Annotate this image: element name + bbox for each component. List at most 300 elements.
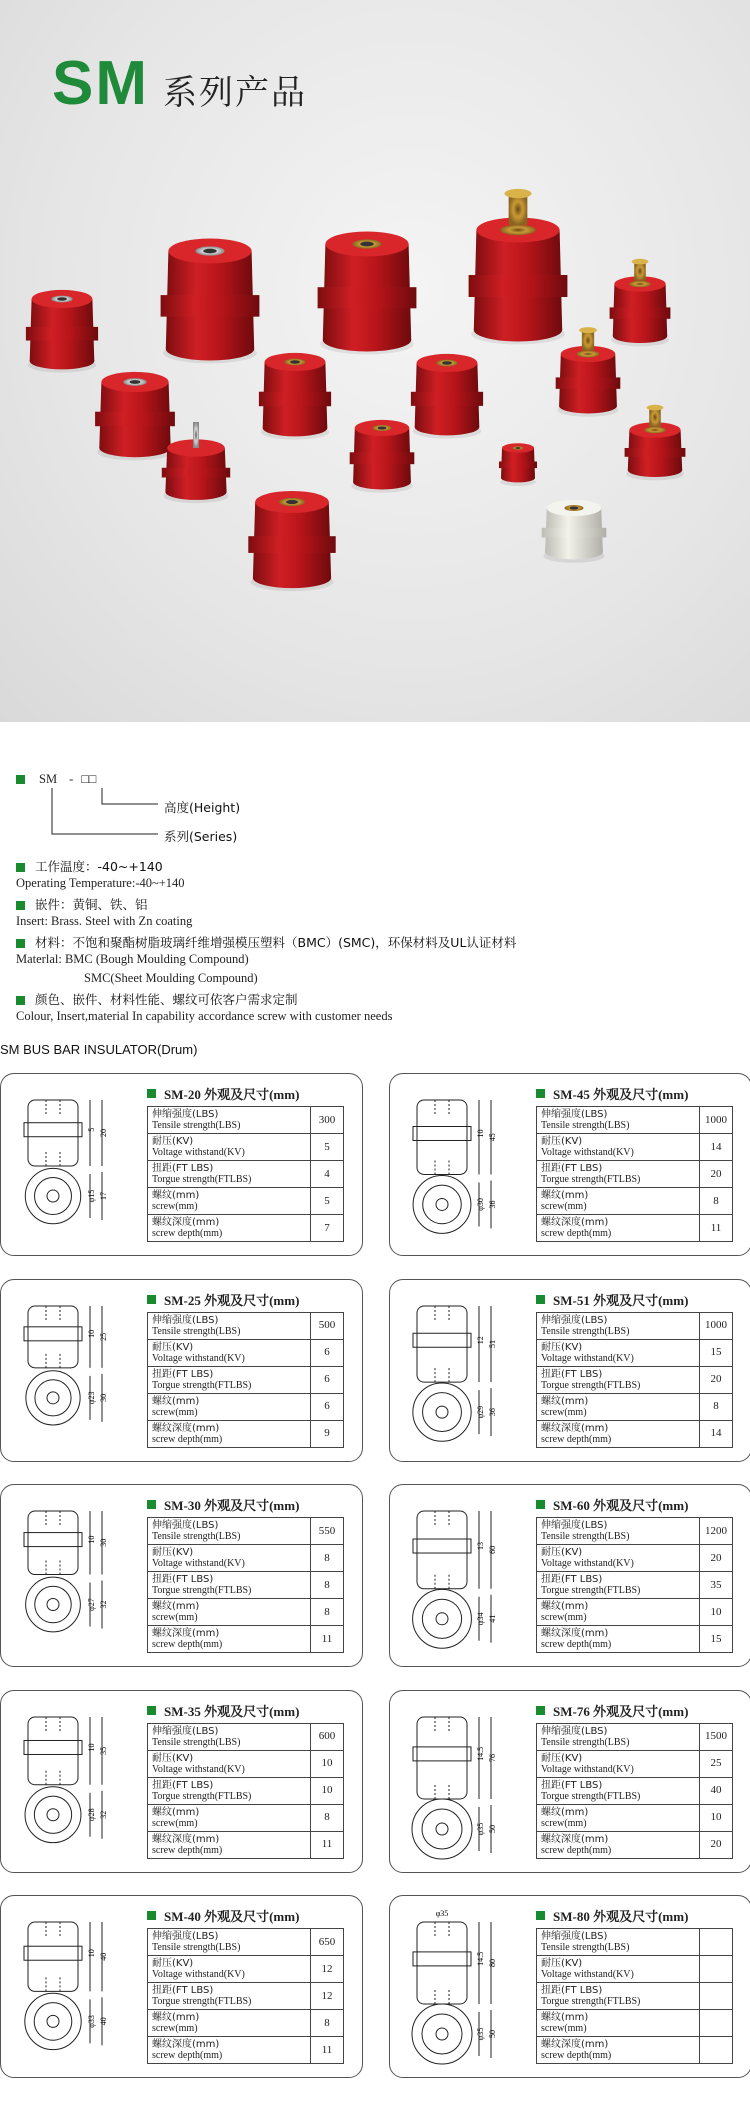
row-label [537, 1956, 700, 1983]
row-label [537, 1134, 700, 1161]
row-label-zh: 扭距(FT LBS) [152, 1574, 214, 1585]
row-label [537, 1929, 700, 1956]
product-title [147, 1701, 299, 1720]
row-label-en: Torgue strength(FTLBS) [152, 1174, 252, 1185]
dimension-drawing [396, 1080, 528, 1248]
product-card [0, 1279, 363, 1462]
row-label-zh: 扭距(FT LBS) [541, 1368, 603, 1380]
dimension-drawing [7, 1491, 139, 1659]
row-label [148, 1366, 311, 1393]
row-label [148, 1956, 311, 1983]
row-label-en: screw(mm) [541, 2023, 587, 2034]
table-row [148, 2037, 344, 2064]
row-value: 11 [311, 1831, 344, 1858]
row-label-en: screw depth(mm) [152, 1844, 223, 1856]
product-photo [0, 0, 750, 722]
row-label-zh: 伸缩强度(LBS) [541, 1520, 608, 1531]
row-value: 6 [311, 1366, 344, 1393]
row-label [148, 1572, 311, 1599]
dimension-label: 80 [488, 1959, 497, 1967]
product-title-text: SM-30 外观及尺寸(mm) [164, 1498, 300, 1513]
section-title: SM BUS BAR INSULATOR(Drum) [0, 1042, 198, 1057]
table-row [148, 1161, 344, 1188]
dimension-label: 50 [488, 2030, 497, 2038]
row-label-zh: 耐压(KV) [541, 1341, 583, 1353]
row-label-en: Torgue strength(FTLBS) [541, 1174, 641, 1185]
dimension-label: 14.5 [476, 1951, 485, 1966]
row-label-zh: 伸缩强度(LBS) [541, 1314, 608, 1326]
row-label [537, 1161, 700, 1188]
row-label-zh: 螺纹深度(mm) [152, 1422, 220, 1434]
row-value [700, 2010, 733, 2037]
row-label [537, 1420, 700, 1447]
row-label-zh: 扭距(FT LBS) [152, 1985, 214, 1996]
table-row [148, 1956, 344, 1983]
top-view-inner [35, 1379, 71, 1415]
row-value: 550 [311, 1518, 344, 1545]
row-label-zh: 伸缩强度(LBS) [541, 1931, 608, 1942]
row-label [148, 1312, 311, 1339]
row-label-en: Torgue strength(FTLBS) [541, 1996, 641, 2007]
row-label-zh: 扭距(FT LBS) [152, 1368, 214, 1380]
table-row [537, 1983, 733, 2010]
bullet-icon [16, 996, 25, 1005]
row-value: 20 [700, 1366, 733, 1393]
row-label-zh: 耐压(KV) [152, 1547, 194, 1558]
row-label [537, 2010, 700, 2037]
dimension-label: 5 [87, 1127, 96, 1132]
row-value: 5 [311, 1134, 344, 1161]
row-label-zh: 耐压(KV) [152, 1958, 194, 1969]
row-value: 1000 [700, 1312, 733, 1339]
row-value: 5 [311, 1188, 344, 1215]
row-label [537, 1626, 700, 1653]
side-view-body [28, 1100, 78, 1166]
dimension-label: 35 [99, 1746, 108, 1755]
side-view-flange [24, 1123, 82, 1137]
row-label-en: screw depth(mm) [152, 1639, 223, 1650]
row-label-zh: 螺纹(mm) [152, 1806, 200, 1818]
product-card [389, 1484, 750, 1667]
side-view-body [417, 1717, 467, 1799]
row-value [700, 1983, 733, 2010]
row-label-en: screw(mm) [541, 1201, 587, 1212]
row-value: 12 [311, 1956, 344, 1983]
row-label-zh: 螺纹深度(mm) [152, 2039, 220, 2050]
row-value: 10 [311, 1777, 344, 1804]
table-row [537, 1312, 733, 1339]
row-label-en: Tensile strength(LBS) [541, 1120, 630, 1131]
row-label-en: screw(mm) [152, 2023, 198, 2034]
table-row [148, 1518, 344, 1545]
row-label-zh: 伸缩强度(LBS) [152, 1109, 219, 1120]
dimension-label: 36 [488, 1407, 497, 1416]
top-view-outer [25, 1993, 81, 2049]
row-value [700, 1956, 733, 1983]
row-label-en: Torgue strength(FTLBS) [541, 1585, 641, 1596]
row-label-en: screw(mm) [541, 1406, 587, 1418]
top-view-outer [413, 1382, 471, 1440]
row-label-zh: 螺纹(mm) [541, 1806, 589, 1818]
top-view-inner [423, 1185, 462, 1224]
row-label-en: screw(mm) [152, 1201, 198, 1212]
row-value: 20 [700, 1545, 733, 1572]
row-label-en: screw depth(mm) [541, 1228, 612, 1239]
product-title-text: SM-60 外观及尺寸(mm) [553, 1498, 689, 1513]
table-row [148, 1626, 344, 1653]
product-title [536, 1084, 688, 1103]
table-row [537, 1215, 733, 1242]
row-label-en: screw(mm) [541, 1817, 587, 1829]
bullet-icon [147, 1911, 156, 1920]
dimension-label: φ35 [476, 2027, 485, 2041]
dimension-label: 30 [99, 1538, 108, 1547]
dimension-drawing [396, 1491, 528, 1659]
product-title-text: SM-45 外观及尺寸(mm) [553, 1087, 689, 1102]
dimension-label: 10 [87, 1535, 96, 1544]
dimension-label: 76 [488, 1753, 497, 1762]
dimension-label: 10 [87, 1949, 96, 1958]
row-value: 1000 [700, 1107, 733, 1134]
spec-text: 颜色、嵌件、材料性能、螺纹可依客户需求定制 [35, 992, 298, 1007]
row-label-en: Voltage withstand(KV) [541, 1352, 634, 1364]
row-label-zh: 螺纹深度(mm) [541, 2039, 609, 2050]
row-label-zh: 耐压(KV) [541, 1958, 583, 1969]
model-prefix: SM [39, 772, 58, 786]
row-label-zh: 螺纹(mm) [541, 1601, 589, 1612]
row-label [148, 1831, 311, 1858]
row-label-zh: 扭距(FT LBS) [152, 1163, 214, 1174]
dimension-label: 32 [99, 1810, 108, 1819]
series-label: 系列(Series) [164, 829, 238, 844]
product-title-text: SM-40 外观及尺寸(mm) [164, 1909, 300, 1924]
spec-custom-en: Colour, Insert,material In capability accordance screw with customer needs [16, 1009, 393, 1023]
brand-logo-text: SM [52, 49, 149, 118]
dimension-label: φ35 [476, 1822, 485, 1835]
table-row [537, 1188, 733, 1215]
side-view-flange [413, 1333, 471, 1347]
top-view-inner [422, 2014, 462, 2054]
top-view-outer [25, 1168, 80, 1223]
dimension-label: 14.5 [476, 1746, 485, 1761]
row-label [537, 2037, 700, 2064]
dimension-label: 60 [488, 1545, 497, 1554]
product-card [0, 1690, 363, 1873]
spec-table [536, 1723, 733, 1859]
side-view-body [417, 1100, 467, 1174]
side-view-body [417, 1922, 467, 2004]
dimension-drawing [7, 1902, 139, 2070]
row-label-zh: 耐压(KV) [152, 1341, 194, 1353]
top-view-hole [436, 1406, 448, 1418]
row-label-en: Tensile strength(LBS) [541, 1736, 630, 1748]
top-view-outer [26, 1577, 81, 1632]
row-value: 600 [311, 1723, 344, 1750]
top-view-inner [35, 1586, 71, 1622]
row-value [700, 2037, 733, 2064]
row-label [148, 1626, 311, 1653]
top-view-hole [436, 2028, 448, 2040]
table-row [537, 1107, 733, 1134]
top-view-outer [412, 1799, 472, 1859]
row-label [537, 1339, 700, 1366]
top-view-inner [34, 1796, 71, 1833]
spec-table [147, 1517, 344, 1653]
spec-table [536, 1517, 733, 1653]
row-label-zh: 伸缩强度(LBS) [152, 1931, 219, 1942]
table-row [537, 1956, 733, 1983]
spec-table [536, 1106, 733, 1242]
row-label-en: screw depth(mm) [541, 2050, 612, 2061]
row-label [537, 1393, 700, 1420]
row-label [537, 1831, 700, 1858]
row-value: 15 [700, 1626, 733, 1653]
table-row [537, 1723, 733, 1750]
row-label-zh: 扭距(FT LBS) [541, 1779, 603, 1791]
table-row [148, 1831, 344, 1858]
spec-text: 工作温度：-40~+140 [35, 859, 163, 874]
product-title [147, 1084, 299, 1103]
bullet-icon [536, 1911, 545, 1920]
row-value: 12 [311, 1983, 344, 2010]
row-label-en: Tensile strength(LBS) [152, 1325, 241, 1337]
dimension-label: 30 [99, 1393, 108, 1402]
table-row [537, 1929, 733, 1956]
table-row [148, 1420, 344, 1447]
row-label-en: Tensile strength(LBS) [541, 1942, 630, 1953]
dimension-drawing [7, 1697, 139, 1865]
row-label-en: screw(mm) [152, 1817, 198, 1829]
spec-material-en2: SMC(Sheet Moulding Compound) [84, 971, 258, 985]
dimension-label: 41 [488, 1614, 497, 1623]
row-label [148, 1777, 311, 1804]
dimension-label: 36 [488, 1200, 497, 1209]
side-view-body [28, 1922, 78, 1991]
bullet-icon [147, 1089, 156, 1098]
row-label-zh: 伸缩强度(LBS) [152, 1314, 219, 1326]
spec-table [147, 1928, 344, 2064]
product-card [0, 1895, 363, 2078]
row-value: 4 [311, 1161, 344, 1188]
row-label-en: screw depth(mm) [152, 1228, 223, 1239]
top-view-hole [436, 1613, 448, 1625]
table-row [148, 1393, 344, 1420]
product-title [536, 1906, 688, 1925]
table-row [537, 1804, 733, 1831]
hero-subtitle: 系列产品 [163, 73, 307, 113]
dimension-drawing [396, 1697, 528, 1865]
row-label [148, 2037, 311, 2064]
bullet-icon [536, 1706, 545, 1715]
side-view-flange [413, 1746, 471, 1760]
dimension-label: φ33 [87, 2015, 96, 2028]
row-label [148, 1983, 311, 2010]
row-value: 8 [311, 1599, 344, 1626]
top-view-outer [26, 1370, 80, 1424]
table-row [148, 1929, 344, 1956]
row-label-zh: 螺纹深度(mm) [152, 1833, 220, 1845]
row-value: 8 [311, 1545, 344, 1572]
row-label [148, 1599, 311, 1626]
row-label [148, 1107, 311, 1134]
row-label-zh: 耐压(KV) [541, 1136, 583, 1147]
row-label-en: Voltage withstand(KV) [152, 1969, 245, 1980]
row-value: 10 [311, 1750, 344, 1777]
dimension-label: φ23 [87, 1391, 96, 1404]
top-view-hole [436, 1823, 448, 1835]
row-label-en: screw depth(mm) [541, 1639, 612, 1650]
row-label [148, 1161, 311, 1188]
row-label-en: Voltage withstand(KV) [541, 1558, 634, 1569]
table-row [148, 1188, 344, 1215]
dimension-label: 32 [99, 1600, 108, 1609]
top-view-inner [422, 1599, 461, 1638]
spec-material-zh [16, 933, 516, 952]
row-label [148, 1750, 311, 1777]
dimension-label: 13 [476, 1542, 485, 1551]
row-value: 10 [700, 1804, 733, 1831]
row-value: 7 [311, 1215, 344, 1242]
row-label [537, 1518, 700, 1545]
row-label-zh: 螺纹(mm) [152, 1190, 200, 1201]
dimension-label: 40 [99, 1952, 108, 1961]
dimension-label: 20 [99, 1129, 108, 1138]
side-view-body [417, 1511, 467, 1589]
dimension-label: φ27 [87, 1598, 96, 1611]
row-label-zh: 扭距(FT LBS) [152, 1779, 214, 1791]
spec-material-en: Materlal: BMC (Bough Moulding Compound) [16, 952, 249, 966]
row-label-en: Voltage withstand(KV) [541, 1763, 634, 1775]
bullet-icon [147, 1295, 156, 1304]
row-label [537, 1777, 700, 1804]
spec-table [147, 1106, 344, 1242]
bullet-icon [147, 1706, 156, 1715]
side-view-body [28, 1717, 78, 1785]
product-title [536, 1495, 688, 1514]
dimension-label: φ15 [87, 1189, 96, 1203]
row-value: 8 [700, 1393, 733, 1420]
table-row [537, 1161, 733, 1188]
row-label-en: screw depth(mm) [541, 1844, 612, 1856]
row-label [148, 1723, 311, 1750]
top-view-hole [47, 2015, 59, 2027]
row-label [537, 1312, 700, 1339]
row-label-zh: 螺纹深度(mm) [541, 1217, 609, 1228]
row-label [537, 1572, 700, 1599]
row-label-en: Tensile strength(LBS) [152, 1531, 241, 1542]
row-value: 11 [311, 1626, 344, 1653]
row-label-zh: 耐压(KV) [541, 1547, 583, 1558]
row-label-en: Voltage withstand(KV) [152, 1763, 245, 1775]
row-label [537, 1804, 700, 1831]
side-view-flange [413, 1539, 471, 1553]
spec-custom-zh [16, 990, 298, 1009]
row-value: 25 [700, 1750, 733, 1777]
product-card [0, 1484, 363, 1667]
table-row [148, 2010, 344, 2037]
bullet-icon [536, 1500, 545, 1509]
table-row [537, 2010, 733, 2037]
dimension-label: φ35 [435, 1909, 449, 1918]
top-view-inner [422, 1809, 462, 1849]
hero-banner [0, 0, 750, 722]
spec-text: 嵌件：黄铜、铁、铝 [35, 897, 148, 912]
model-boxes: □□ [81, 772, 97, 786]
row-label-en: Tensile strength(LBS) [541, 1325, 630, 1337]
product-title [536, 1701, 688, 1720]
side-view-body [417, 1306, 467, 1382]
row-label-zh: 扭距(FT LBS) [541, 1574, 603, 1585]
row-label-en: Torgue strength(FTLBS) [152, 1585, 252, 1596]
table-row [537, 1393, 733, 1420]
product-title [147, 1290, 299, 1309]
product-title-text: SM-80 外观及尺寸(mm) [553, 1909, 689, 1924]
table-row [148, 1366, 344, 1393]
dimension-label: 12 [476, 1335, 485, 1344]
top-view-hole [47, 1808, 59, 1820]
dimension-drawing [7, 1080, 139, 1248]
row-label [148, 1188, 311, 1215]
row-label-en: screw depth(mm) [152, 2050, 223, 2061]
product-title-text: SM-20 外观及尺寸(mm) [164, 1087, 300, 1102]
table-row [537, 1750, 733, 1777]
table-row [148, 1339, 344, 1366]
dimension-drawing [396, 1902, 528, 2070]
row-label-en: Voltage withstand(KV) [152, 1147, 245, 1158]
row-value: 20 [700, 1161, 733, 1188]
bullet-icon [16, 775, 25, 784]
row-label [537, 1366, 700, 1393]
row-label [537, 1983, 700, 2010]
row-value: 10 [700, 1599, 733, 1626]
table-row [537, 1545, 733, 1572]
side-view-flange [24, 1946, 82, 1960]
dimension-label: φ29 [476, 1405, 485, 1418]
row-value: 500 [311, 1312, 344, 1339]
row-label-en: Torgue strength(FTLBS) [541, 1790, 641, 1802]
row-label [537, 1215, 700, 1242]
row-value: 9 [311, 1420, 344, 1447]
row-label-zh: 扭距(FT LBS) [541, 1985, 603, 1996]
dimension-label: φ30 [476, 1198, 485, 1211]
row-label-en: screw depth(mm) [541, 1433, 612, 1445]
row-label-en: screw depth(mm) [152, 1433, 223, 1445]
dimension-drawing [396, 1286, 528, 1454]
table-row [537, 1339, 733, 1366]
side-view-flange [413, 1952, 471, 1966]
row-label-zh: 耐压(KV) [541, 1752, 583, 1764]
row-label-zh: 扭距(FT LBS) [541, 1163, 603, 1174]
table-row [537, 1518, 733, 1545]
product-title [147, 1495, 299, 1514]
spec-insert-en: Insert: Brass. Steel with Zn coating [16, 914, 193, 928]
row-label-en: Torgue strength(FTLBS) [541, 1379, 641, 1391]
row-label-zh: 螺纹(mm) [152, 1601, 200, 1612]
row-value: 6 [311, 1393, 344, 1420]
row-label [537, 1107, 700, 1134]
row-label-zh: 螺纹深度(mm) [541, 1422, 609, 1434]
bullet-icon [536, 1089, 545, 1098]
row-label-en: Tensile strength(LBS) [152, 1942, 241, 1953]
row-label-zh: 螺纹(mm) [541, 2012, 589, 2023]
dimension-label: 10 [87, 1329, 96, 1338]
height-label: 高度(Height) [164, 800, 241, 815]
top-view-outer [412, 2004, 472, 2064]
table-row [148, 1777, 344, 1804]
row-value: 8 [311, 1804, 344, 1831]
table-row [537, 2037, 733, 2064]
table-row [148, 1134, 344, 1161]
